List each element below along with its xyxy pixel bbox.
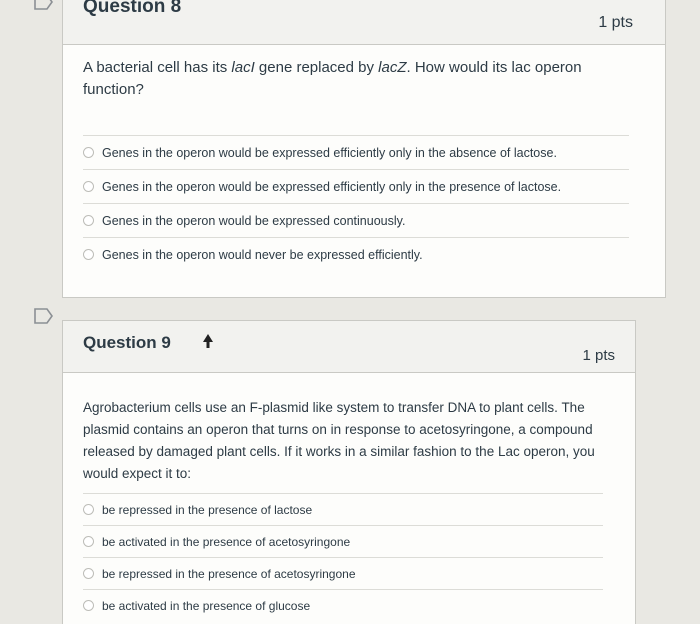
answer-label: be repressed in the presence of acetosyringone	[102, 566, 356, 581]
radio-button[interactable]	[83, 147, 94, 158]
question-9-text: Agrobacterium cells use an F-plasmid like system to transfer DNA to plant cells. The plasmid contains an operon that turns on in response to acetosyringone, a compound released by damaged plant cells. If it works in a similar fashion to the Lac operon, you would expect it to:	[83, 400, 595, 481]
answer-option[interactable]	[83, 135, 629, 169]
radio-button[interactable]	[83, 600, 94, 611]
gene-lacI: lacI	[231, 59, 255, 76]
answer-option[interactable]	[83, 493, 603, 525]
radio-button[interactable]	[83, 536, 94, 547]
answer-label: be repressed in the presence of lactose	[102, 502, 313, 517]
answer-label: Genes in the operon would be expressed efficiently only in the presence of lactose.	[102, 179, 562, 194]
question-8-text: A bacterial cell has its lacI gene replaced by lacZ. How would its lac operon function?	[83, 59, 582, 98]
radio-button[interactable]	[83, 249, 94, 260]
answer-option[interactable]	[83, 169, 629, 203]
question-8-card	[62, 0, 666, 298]
mouse-pointer-icon	[202, 333, 214, 349]
answer-label: be activated in the presence of acetosyringone	[102, 534, 351, 549]
question-8-points: 1 pts	[598, 14, 633, 31]
question-9-answers	[83, 493, 603, 621]
answer-label: Genes in the operon would be expressed efficiently only in the absence of lactose.	[102, 145, 557, 160]
answer-label: Genes in the operon would never be expressed efficiently.	[102, 247, 423, 262]
answer-label: Genes in the operon would be expressed continuously.	[102, 213, 406, 228]
answer-label: be activated in the presence of glucose	[102, 598, 311, 613]
answer-option[interactable]	[83, 203, 629, 237]
question-9-title: Question 9	[83, 333, 171, 352]
question-8-answers	[83, 135, 629, 271]
flag-question-9-icon[interactable]	[34, 308, 54, 324]
question-9-points: 1 pts	[582, 347, 615, 364]
answer-option[interactable]	[83, 237, 629, 271]
question-9-header	[63, 321, 635, 373]
radio-button[interactable]	[83, 215, 94, 226]
answer-option[interactable]	[83, 589, 603, 621]
question-8-title: Question 8	[83, 0, 182, 17]
question-9-card	[62, 320, 636, 624]
gene-lacZ: lacZ	[378, 59, 407, 76]
flag-question-8-icon[interactable]	[34, 0, 54, 10]
question-8-header	[63, 0, 665, 45]
answer-option[interactable]	[83, 557, 603, 589]
answer-option[interactable]	[83, 525, 603, 557]
radio-button[interactable]	[83, 504, 94, 515]
radio-button[interactable]	[83, 568, 94, 579]
radio-button[interactable]	[83, 181, 94, 192]
